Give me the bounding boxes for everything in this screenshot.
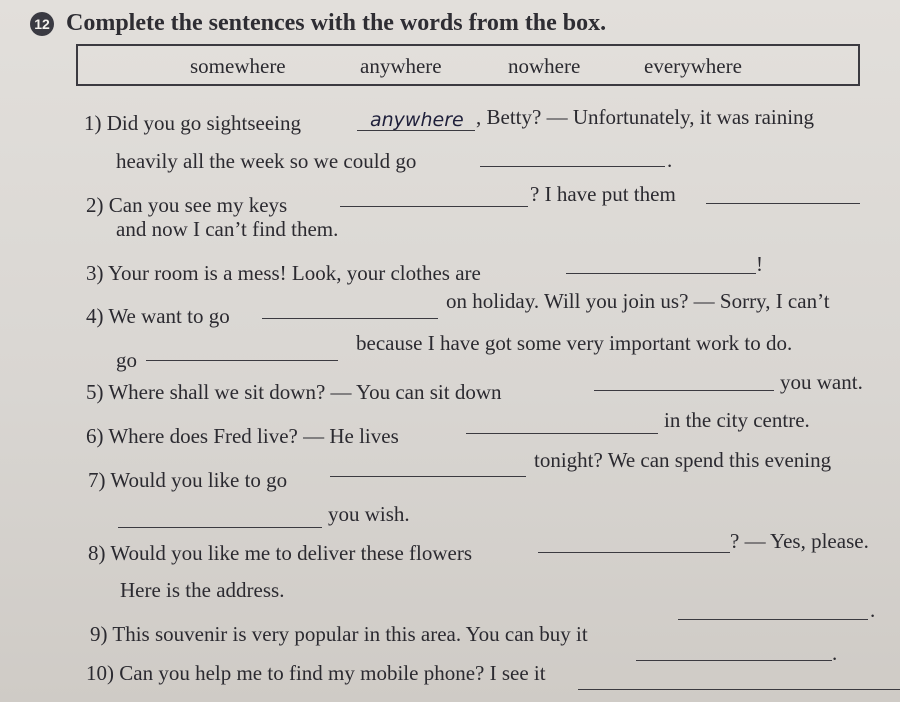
word-box [76,44,860,86]
answer-blank-4a[interactable] [262,318,438,319]
answer-blank-5[interactable] [594,390,774,391]
answer-blank-8[interactable] [538,552,730,553]
sentence-2-middle: ? I have put them [530,182,676,206]
sentence-6-end: in the city centre. [664,408,810,432]
sentence-5-start: 5) Where shall we sit down? — You can sit down [86,380,502,404]
exercise-number-badge: 12 [30,12,54,36]
sentence-9-end: . [870,598,876,622]
sentence-10-end: . [832,641,838,665]
sentence-2-continuation: and now I can’t find them. [116,217,339,241]
sentence-8-end: ? — Yes, please. [730,529,869,553]
sentence-4-end: on holiday. Will you join us? — Sorry, I can’t [446,289,830,313]
sentence-1-continuation: heavily all the week so we could go [116,149,417,173]
answer-blank-7b[interactable] [118,527,322,528]
sentence-4-continuation-end: because I have got some very important work to do. [356,331,793,355]
answer-blank-2a[interactable] [340,206,528,207]
sentence-8-continuation: Here is the address. [120,578,285,602]
sentence-6-start: 6) Where does Fred live? — He lives [86,424,399,448]
sentence-3-end: ! [756,252,763,276]
answer-blank-7a[interactable] [330,476,526,477]
sentence-4-start: 4) We want to go [86,304,230,328]
answer-blank-10a[interactable] [636,660,832,661]
word-box-item: somewhere [190,54,286,78]
sentence-10-start: 10) Can you help me to find my mobile phone? I see it [86,661,546,685]
word-box-item: anywhere [360,54,442,78]
answer-blank-4b[interactable] [146,360,338,361]
sentence-7-continuation: you wish. [328,502,410,526]
sentence-5-end: you want. [780,370,863,394]
sentence-7-start: 7) Would you like to go [88,468,288,492]
answer-blank-10b[interactable] [578,689,900,690]
answer-blank-9[interactable] [678,619,868,620]
sentence-3-start: 3) Your room is a mess! Look, your clothes are [86,261,481,285]
sentence-4-continuation-start: go [116,348,137,372]
sentence-1-period: . [667,148,673,172]
word-box-item: nowhere [508,54,581,78]
sentence-2-start: 2) Can you see my keys [86,193,288,217]
word-box-item: everywhere [644,54,742,78]
answer-blank-1b[interactable] [480,166,665,167]
sentence-1-end: , Betty? — Unfortunately, it was raining [476,105,815,129]
exercise-instruction: Complete the sentences with the words from the box. [66,10,607,36]
sentence-8-start: 8) Would you like me to deliver these flowers [88,541,472,565]
answer-blank-2b[interactable] [706,203,860,204]
sentence-1-start: 1) Did you go sightseeing [84,111,301,135]
sentence-9-start: 9) This souvenir is very popular in this area. You can buy it [90,622,588,646]
answer-blank-6[interactable] [466,433,658,434]
handwritten-answer: anywhere [370,109,464,131]
answer-blank-3[interactable] [566,273,756,274]
sentence-7-end: tonight? We can spend this evening [534,448,832,472]
